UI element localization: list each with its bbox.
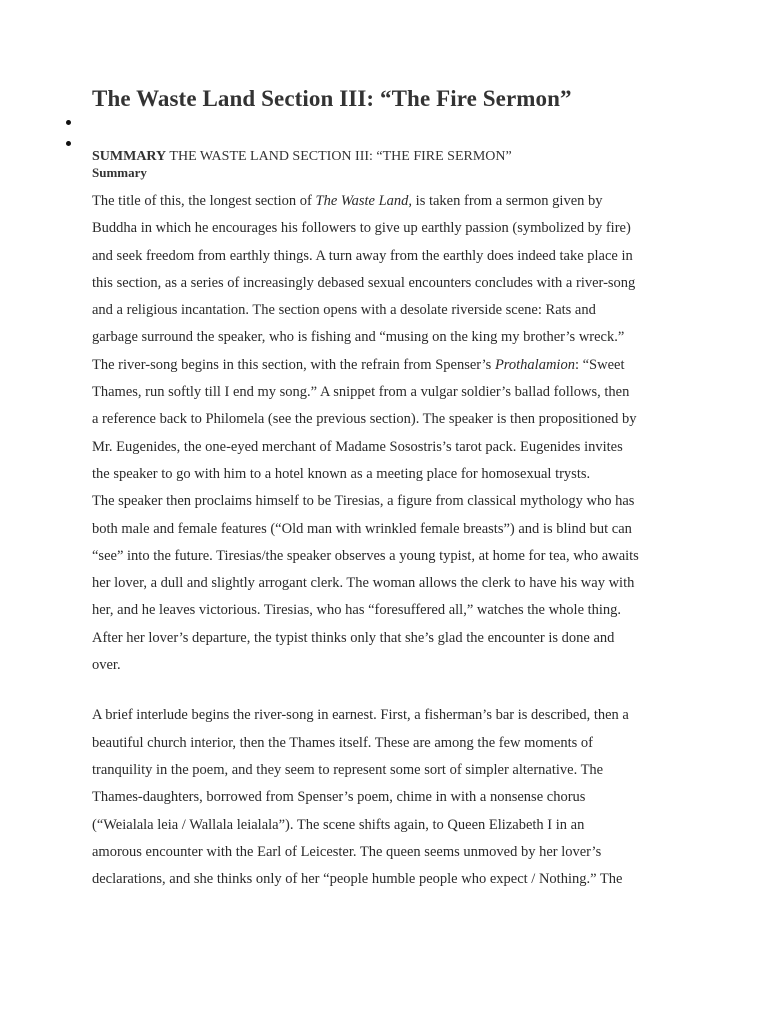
text-line: and seek freedom from earthly things. A turn away from the earthly does indeed take place in	[92, 247, 633, 264]
text-line: and a religious incantation. The section opens with a desolate riverside scene: Rats and	[92, 302, 596, 319]
text-run: is taken from a sermon given by	[412, 193, 603, 209]
text-line: After her lover’s departure, the typist thinks only that she’s glad the encounter is done and	[92, 629, 615, 646]
page-title: The Waste Land Section III: “The Fire Sermon”	[92, 86, 572, 111]
text-line: Thames, run softly till I end my song.” A snippet from a vulgar soldier’s ballad follows, then	[92, 384, 630, 401]
paragraph-3	[92, 702, 682, 893]
text-line: garbage surround the speaker, who is fishing and “musing on the king my brother’s wreck.”	[92, 329, 625, 346]
section-heading-rest: THE WASTE LAND SECTION III: “THE FIRE SERMON”	[166, 149, 512, 164]
text-line: her, and he leaves victorious. Tiresias, who has “foresuffered all,” watches the whole thing.	[92, 602, 622, 619]
text-line: Buddha in which he encourages his followers to give up earthly passion (symbolized by fire)	[92, 220, 631, 237]
paragraph-2	[92, 488, 682, 679]
summary-body	[92, 188, 682, 893]
section-heading-lead: SUMMARY	[92, 149, 167, 164]
text-line: A brief interlude begins the river-song in earnest. First, a fisherman’s bar is described, then a	[92, 707, 629, 724]
text-line: over.	[92, 657, 121, 674]
text-line: “see” into the future. Tiresias/the speaker observes a young typist, at home for tea, who awaits	[92, 547, 639, 564]
text-line	[92, 352, 682, 379]
text-line: Mr. Eugenides, the one-eyed merchant of Madame Sosostris’s tarot pack. Eugenides invites	[92, 438, 623, 455]
paragraph-spacer	[92, 679, 682, 702]
subheading: Summary	[92, 165, 147, 180]
text-line: beautiful church interior, then the Thames itself. These are among the few moments of	[92, 734, 593, 751]
text-run: The title of this, the longest section of	[92, 193, 316, 209]
text-line: (“Weialala leia / Wallala leialala”). The scene shifts again, to Queen Elizabeth I in an	[92, 816, 585, 833]
text-line	[92, 188, 682, 215]
text-run: The river-song begins in this section, with the refrain from Spenser’s	[92, 356, 495, 373]
text-run: : “Sweet	[574, 356, 625, 373]
text-line: her lover, a dull and slightly arrogant clerk. The woman allows the clerk to have his way with	[92, 575, 635, 592]
text-line: declarations, and she thinks only of her “people humble people who expect / Nothing.” The	[92, 871, 623, 888]
italic-title: Prothalamion	[494, 356, 575, 373]
text-line: this section, as a series of increasingly debased sexual encounters concludes with a river-song	[92, 274, 636, 291]
italic-title: The Waste Land,	[315, 193, 413, 209]
text-line: the speaker to go with him to a hotel known as a meeting place for homosexual trysts.	[92, 465, 591, 482]
section-heading	[92, 149, 512, 165]
text-line: Thames-daughters, borrowed from Spenser’s poem, chime in with a nonsense chorus	[92, 789, 586, 806]
text-line: The speaker then proclaims himself to be Tiresias, a figure from classical mythology who has	[92, 493, 635, 510]
text-line: both male and female features (“Old man with wrinkled female breasts”) and is blind but can	[92, 520, 632, 537]
text-line: amorous encounter with the Earl of Leicester. The queen seems unmoved by her lover’s	[92, 843, 602, 860]
text-line: tranquility in the poem, and they seem to represent some sort of simpler alternative. The	[92, 761, 604, 778]
text-line: a reference back to Philomela (see the previous section). The speaker is then propositioned by	[92, 411, 637, 428]
paragraph-1	[92, 188, 682, 488]
